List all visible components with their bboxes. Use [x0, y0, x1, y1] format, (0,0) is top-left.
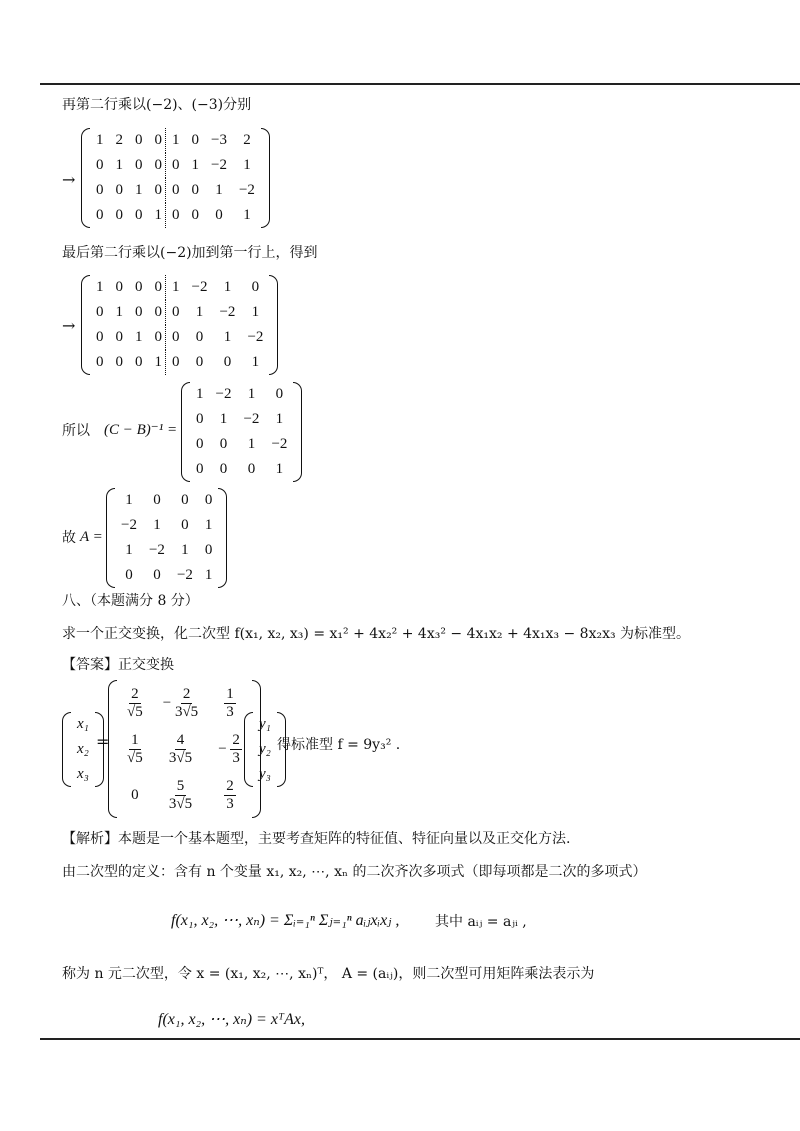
matrix-cell: 0	[135, 279, 143, 295]
definition-text: 由二次型的定义：含有 n 个变量 x₁, x₂, ⋯, xₙ 的二次齐次多项式（即每项都是二次的多项式）	[62, 864, 647, 880]
matrix-cell: 0	[181, 517, 189, 533]
vector-entry: x₃	[77, 766, 89, 782]
matrix-cell: − $\frac{2}{3}$	[218, 731, 240, 766]
matrix-cell: 1	[196, 386, 204, 402]
matrix-cell: 0	[172, 304, 180, 320]
matrix-cell: 1	[215, 182, 223, 198]
matrix-row	[90, 178, 261, 203]
vector-entry: y₂	[259, 741, 271, 757]
gu-label: 故	[62, 530, 76, 546]
matrix-cell: 0	[172, 157, 180, 173]
matrix-cell: 0	[96, 207, 104, 223]
matrix-cell: 0	[115, 182, 123, 198]
matrix-cell: 0	[96, 304, 104, 320]
matrix-cell: 0	[115, 354, 123, 370]
matrix-cell: 0	[149, 178, 166, 203]
matrix-row	[115, 488, 218, 513]
matrix-cell: $\frac{5}{3√5}$	[168, 777, 193, 812]
matrix-form-formula: f(x₁, x₂, ⋯, xₙ) = xᵀAx,	[158, 1011, 305, 1028]
matrix-row	[90, 275, 269, 300]
matrix-row	[190, 432, 293, 457]
matrix-cell: 1	[135, 182, 143, 198]
matrix-cell: −2	[211, 157, 227, 173]
matrix-cell: 1	[149, 203, 166, 228]
matrix-cell: 2	[115, 132, 123, 148]
matrix-cell: 1	[219, 411, 228, 427]
matrix-cell: 0	[172, 207, 180, 223]
a-equals: A =	[80, 529, 103, 545]
matrix-cell: 1	[195, 304, 204, 320]
matrix-cell: 0	[196, 436, 204, 452]
matrix-cell: 1	[247, 436, 256, 452]
matrix-cell: 0	[204, 492, 213, 508]
matrix-cell: 1	[275, 461, 284, 477]
matrix-cell: 0	[215, 207, 223, 223]
matrix-cell: 0	[131, 786, 139, 803]
step-text-1: 再第二行乘以(−2)、(−3)分别	[62, 97, 252, 113]
orthogonal-matrix	[108, 680, 261, 818]
matrix-cell: 1	[172, 132, 180, 148]
matrix-cell: −2	[121, 517, 137, 533]
matrix-cell: 0	[172, 329, 180, 345]
matrix-cell: 0	[135, 207, 143, 223]
suoyi-label: 所以	[62, 423, 90, 439]
matrix-row	[190, 407, 293, 432]
arrow-1: →	[62, 170, 76, 189]
matrix-row	[115, 563, 218, 588]
matrix-cell: $\frac{2}{3}$	[226, 777, 234, 812]
matrix-cell: −2	[148, 542, 165, 558]
matrix-cell: 0	[195, 354, 204, 370]
matrix-cell: 0	[149, 325, 166, 350]
matrix-cell: 1	[115, 304, 123, 320]
matrix-cell: 1	[204, 517, 213, 533]
matrix-cell: 1	[149, 350, 166, 375]
matrix-cell: 1	[223, 279, 232, 295]
matrix-cell: 0	[223, 354, 232, 370]
matrix-cell: 0	[196, 461, 204, 477]
matrix-cell: −2	[271, 436, 288, 452]
matrix-cell: $\frac{2}{√5}$	[127, 685, 143, 720]
standard-form: 得标准型 f = 9y₃² .	[277, 737, 401, 753]
matrix-cell: 0	[219, 436, 228, 452]
matrix-row	[90, 325, 269, 350]
matrix-cell: 0	[135, 132, 143, 148]
matrix-cell: 0	[153, 567, 161, 583]
matrix-cell: $\frac{1}{3}$	[226, 685, 234, 720]
matrix-cell: 0	[172, 182, 180, 198]
matrix-cell: 0	[96, 354, 104, 370]
matrix-cell: 0	[275, 386, 284, 402]
matrix-cell: $\frac{4}{3√5}$	[168, 731, 193, 766]
matrix-cell: 0	[149, 153, 166, 178]
inverse-matrix	[181, 382, 302, 482]
matrix-cell: 0	[96, 157, 104, 173]
matrix-cell: −2	[176, 567, 193, 583]
matrix-row	[190, 457, 293, 482]
matrix-notation-text: 称为 n 元二次型，令 x = (x₁, x₂, ⋯, xₙ)ᵀ， A = (aᵢⱼ)，则二次型可用矩阵乘法表示为	[62, 966, 595, 982]
matrix-cell: 1	[115, 157, 123, 173]
section-heading: 八、（本题满分 8 分）	[62, 593, 199, 609]
symmetry-condition: 其中 aᵢⱼ = aⱼᵢ ,	[435, 914, 527, 930]
matrix-cell: −3	[211, 132, 227, 148]
analysis-text: 【解析】本题是一个基本题型，主要考查矩阵的特征值、特征向量以及正交化方法.	[62, 831, 571, 847]
matrix-cell: 0	[115, 329, 123, 345]
matrix-cell: 0	[96, 329, 104, 345]
matrix-cell: 1	[251, 354, 260, 370]
matrix-cell: 0	[149, 128, 166, 153]
matrix-cell: 0	[135, 354, 143, 370]
matrix-cell: 0	[247, 461, 256, 477]
matrix-cell: 1	[135, 329, 143, 345]
quadratic-form-sum: f(x₁, x₂, ⋯, xₙ) = Σᵢ₌₁ⁿ Σⱼ₌₁ⁿ aᵢⱼxᵢxⱼ ,	[171, 912, 400, 929]
matrix-row	[90, 203, 261, 228]
matrix-cell: −2	[243, 411, 260, 427]
matrix-cell: 1	[153, 517, 161, 533]
vector-entry: x₁	[77, 716, 89, 732]
matrix-cell: 1	[275, 411, 284, 427]
matrix-cell: 1	[172, 279, 180, 295]
vector-entry: x₂	[77, 741, 89, 757]
matrix-cell: 0	[195, 329, 204, 345]
matrix-cell: 2	[243, 132, 251, 148]
matrix-row	[90, 153, 261, 178]
matrix-row	[190, 382, 293, 407]
matrix-cell: −2	[238, 182, 255, 198]
matrix-cell: 1	[96, 279, 104, 295]
matrix-cell: 1	[96, 132, 104, 148]
matrix-cell: − $\frac{2}{3√5}$	[162, 685, 199, 720]
vector-entry: y₁	[259, 716, 271, 732]
matrix-cell: 0	[251, 279, 260, 295]
matrix-cell: 0	[196, 411, 204, 427]
matrix-row	[90, 300, 269, 325]
matrix-cell: −2	[191, 279, 208, 295]
matrix-cell: 0	[172, 354, 180, 370]
matrix-cell: 0	[181, 492, 189, 508]
matrix-cell: −2	[219, 304, 236, 320]
matrix-cell: 1	[223, 329, 232, 345]
matrix-cell: 0	[191, 207, 199, 223]
step-text-2: 最后第二行乘以(−2)加到第一行上，得到	[62, 245, 318, 261]
matrix-cell: 1	[125, 492, 133, 508]
matrix-cell: −2	[247, 329, 264, 345]
matrix-cell: 0	[135, 157, 143, 173]
arrow-2: →	[62, 316, 76, 335]
equals-sign: =	[96, 732, 110, 751]
matrix-cell: −2	[215, 386, 232, 402]
answer-label: 【答案】正交变换	[62, 657, 174, 673]
bottom-rule	[40, 1038, 800, 1040]
matrix-row	[115, 538, 218, 563]
matrix-cell: 0	[149, 275, 166, 300]
matrix-cell: 0	[153, 492, 161, 508]
matrix-cell: 1	[243, 157, 251, 173]
matrix-cell: 0	[135, 304, 143, 320]
matrix-cell: 0	[115, 207, 123, 223]
matrix-cell: 0	[191, 182, 199, 198]
matrix-cell: 1	[181, 542, 189, 558]
matrix-cell: 0	[219, 461, 228, 477]
matrix-cell: 0	[204, 542, 213, 558]
matrix-cell: 1	[251, 304, 260, 320]
inverse-lhs: (C − B)⁻¹ =	[104, 422, 178, 438]
vector-entry: y₃	[259, 766, 271, 782]
augmented-matrix-1	[81, 128, 270, 228]
problem-statement: 求一个正交变换，化二次型 f(x₁, x₂, x₃) = x₁² + 4x₂² + 4x₃² − 4x₁x₂ + 4x₁x₃ − 8x₂x₃ 为标准型。	[62, 626, 691, 642]
top-rule	[40, 83, 800, 85]
matrix-cell: 0	[96, 182, 104, 198]
matrix-cell: 1	[204, 567, 213, 583]
matrix-row	[90, 350, 269, 375]
matrix-a	[106, 488, 227, 588]
matrix-cell: 0	[149, 300, 166, 325]
matrix-cell: 1	[243, 207, 251, 223]
matrix-cell: 1	[191, 157, 199, 173]
matrix-cell: 1	[125, 542, 133, 558]
matrix-row	[115, 513, 218, 538]
matrix-cell: 1	[247, 386, 256, 402]
matrix-cell: 0	[191, 132, 199, 148]
matrix-cell: 0	[125, 567, 133, 583]
matrix-row	[90, 128, 261, 153]
augmented-matrix-2	[81, 275, 278, 375]
matrix-cell: 0	[115, 279, 123, 295]
matrix-cell: $\frac{1}{√5}$	[127, 731, 143, 766]
